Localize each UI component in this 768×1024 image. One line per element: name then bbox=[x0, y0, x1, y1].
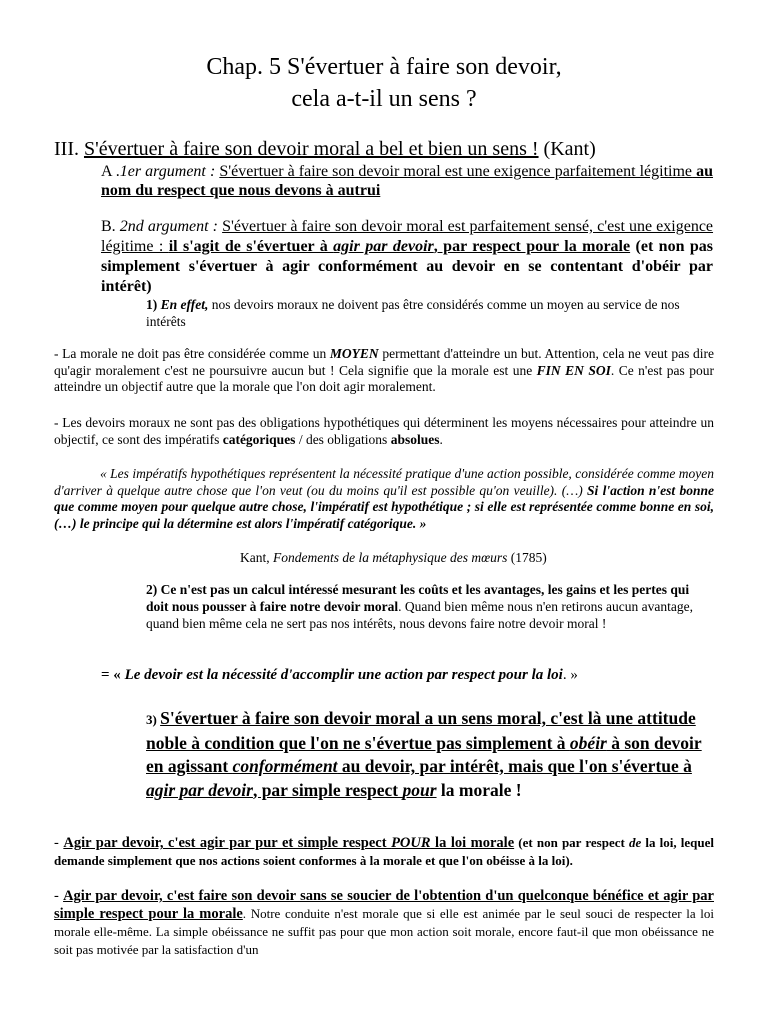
argument-b: B. 2nd argument : S'évertuer à faire son devoir moral est parfaitement sensé, c'est une exigence légitime : il s'agit de s'évertuer à agir par devoir, par respect pour la morale (et non pas simplement s'évertuer à agir conformément au devoir en se contentant d'obéir par intérêt) bbox=[101, 218, 714, 295]
devoir-definition: = « Le devoir est la nécessité d'accomplir une action par respect pour la loi. » bbox=[101, 667, 578, 683]
argument-a: A .1er argument : S'évertuer à faire son devoir moral est une exigence parfaitement légitime au nom du respect que nous devons à autrui bbox=[101, 163, 714, 199]
paragraph-imperatifs: - Les devoirs moraux ne sont pas des obligations hypothétiques qui déterminent les moyens nécessaires pour atteindre un objectif, ce sont des impératifs catégoriques / des obligations absolues. bbox=[54, 415, 714, 447]
point-1: 1) En effet, nos devoirs moraux ne doivent pas être considérés comme un moyen au service de nos intérêts bbox=[146, 297, 680, 329]
chapter-title-line-1: Chap. 5 S'évertuer à faire son devoir, bbox=[206, 54, 562, 80]
point-3: 3) S'évertuer à faire son devoir moral a un sens moral, c'est là une attitude noble à condition que l'on ne s'évertue pas simplement à obéir à son devoir en agissant conformément au devoir, par intérêt, mais que l'on s'évertue à agir par devoir, par simple respect pour la morale ! bbox=[146, 708, 702, 800]
chapter-title-line-2: cela a-t-il un sens ? bbox=[291, 86, 477, 112]
agir-par-devoir-paragraph-1: - Agir par devoir, c'est agir par pur et simple respect POUR la loi morale (et non par respect de la loi, lequel demande simplement que nos actions soient conformes à la morale et que l'on obéisse à la loi). bbox=[54, 835, 714, 868]
agir-par-devoir-paragraph-2: - Agir par devoir, c'est faire son devoir sans se soucier de l'obtention d'un quelconque bénéfice et agir par simple respect pour la morale. Notre conduite n'est morale que si elle est animée par le seul souci de respecter la loi morale elle-même. La simple obéissance ne suffit pas pour que mon action soit morale, encore faut-il que mon obéissance ne soit pas motivée par la satisfaction d'un bbox=[54, 888, 714, 957]
kant-quote: « Les impératifs hypothétiques représentent la nécessité pratique d'une action possible, considérée comme moyen d'arriver à quelque autre chose que l'on veut (ou du moins qu'il est possible qu'on veuille). (…) Si l'action n'est bonne que comme moyen pour quelque autre chose, l'impératif est hypothétique ; si elle est représentée comme bonne en soi, (…) le principe qui la détermine est alors l'impératif catégorique. » bbox=[54, 466, 714, 531]
paragraph-morale-fin-en-soi: - La morale ne doit pas être considérée comme un MOYEN permettant d'atteindre un but. Attention, cela ne veut pas dire qu'agir moralement c'est ne poursuivre aucun but ! Cela signifie que la morale est une FIN EN SOI. Ce n'est pas pour atteindre un objectif autre que la morale que l'on doit agir moralement. bbox=[54, 346, 715, 394]
point-2: 2) Ce n'est pas un calcul intéressé mesurant les coûts et les avantages, les gains et les pertes qui doit nous pousser à faire notre devoir moral. Quand bien même nous n'en retirons aucun avantage, quand bien même cela ne sert pas nos intérêts, nous devons faire notre devoir moral ! bbox=[146, 582, 693, 631]
section-heading: III. S'évertuer à faire son devoir moral a bel et bien un sens ! (Kant) bbox=[54, 138, 596, 160]
quote-citation: Kant, Fondements de la métaphysique des mœurs (1785) bbox=[240, 550, 547, 565]
